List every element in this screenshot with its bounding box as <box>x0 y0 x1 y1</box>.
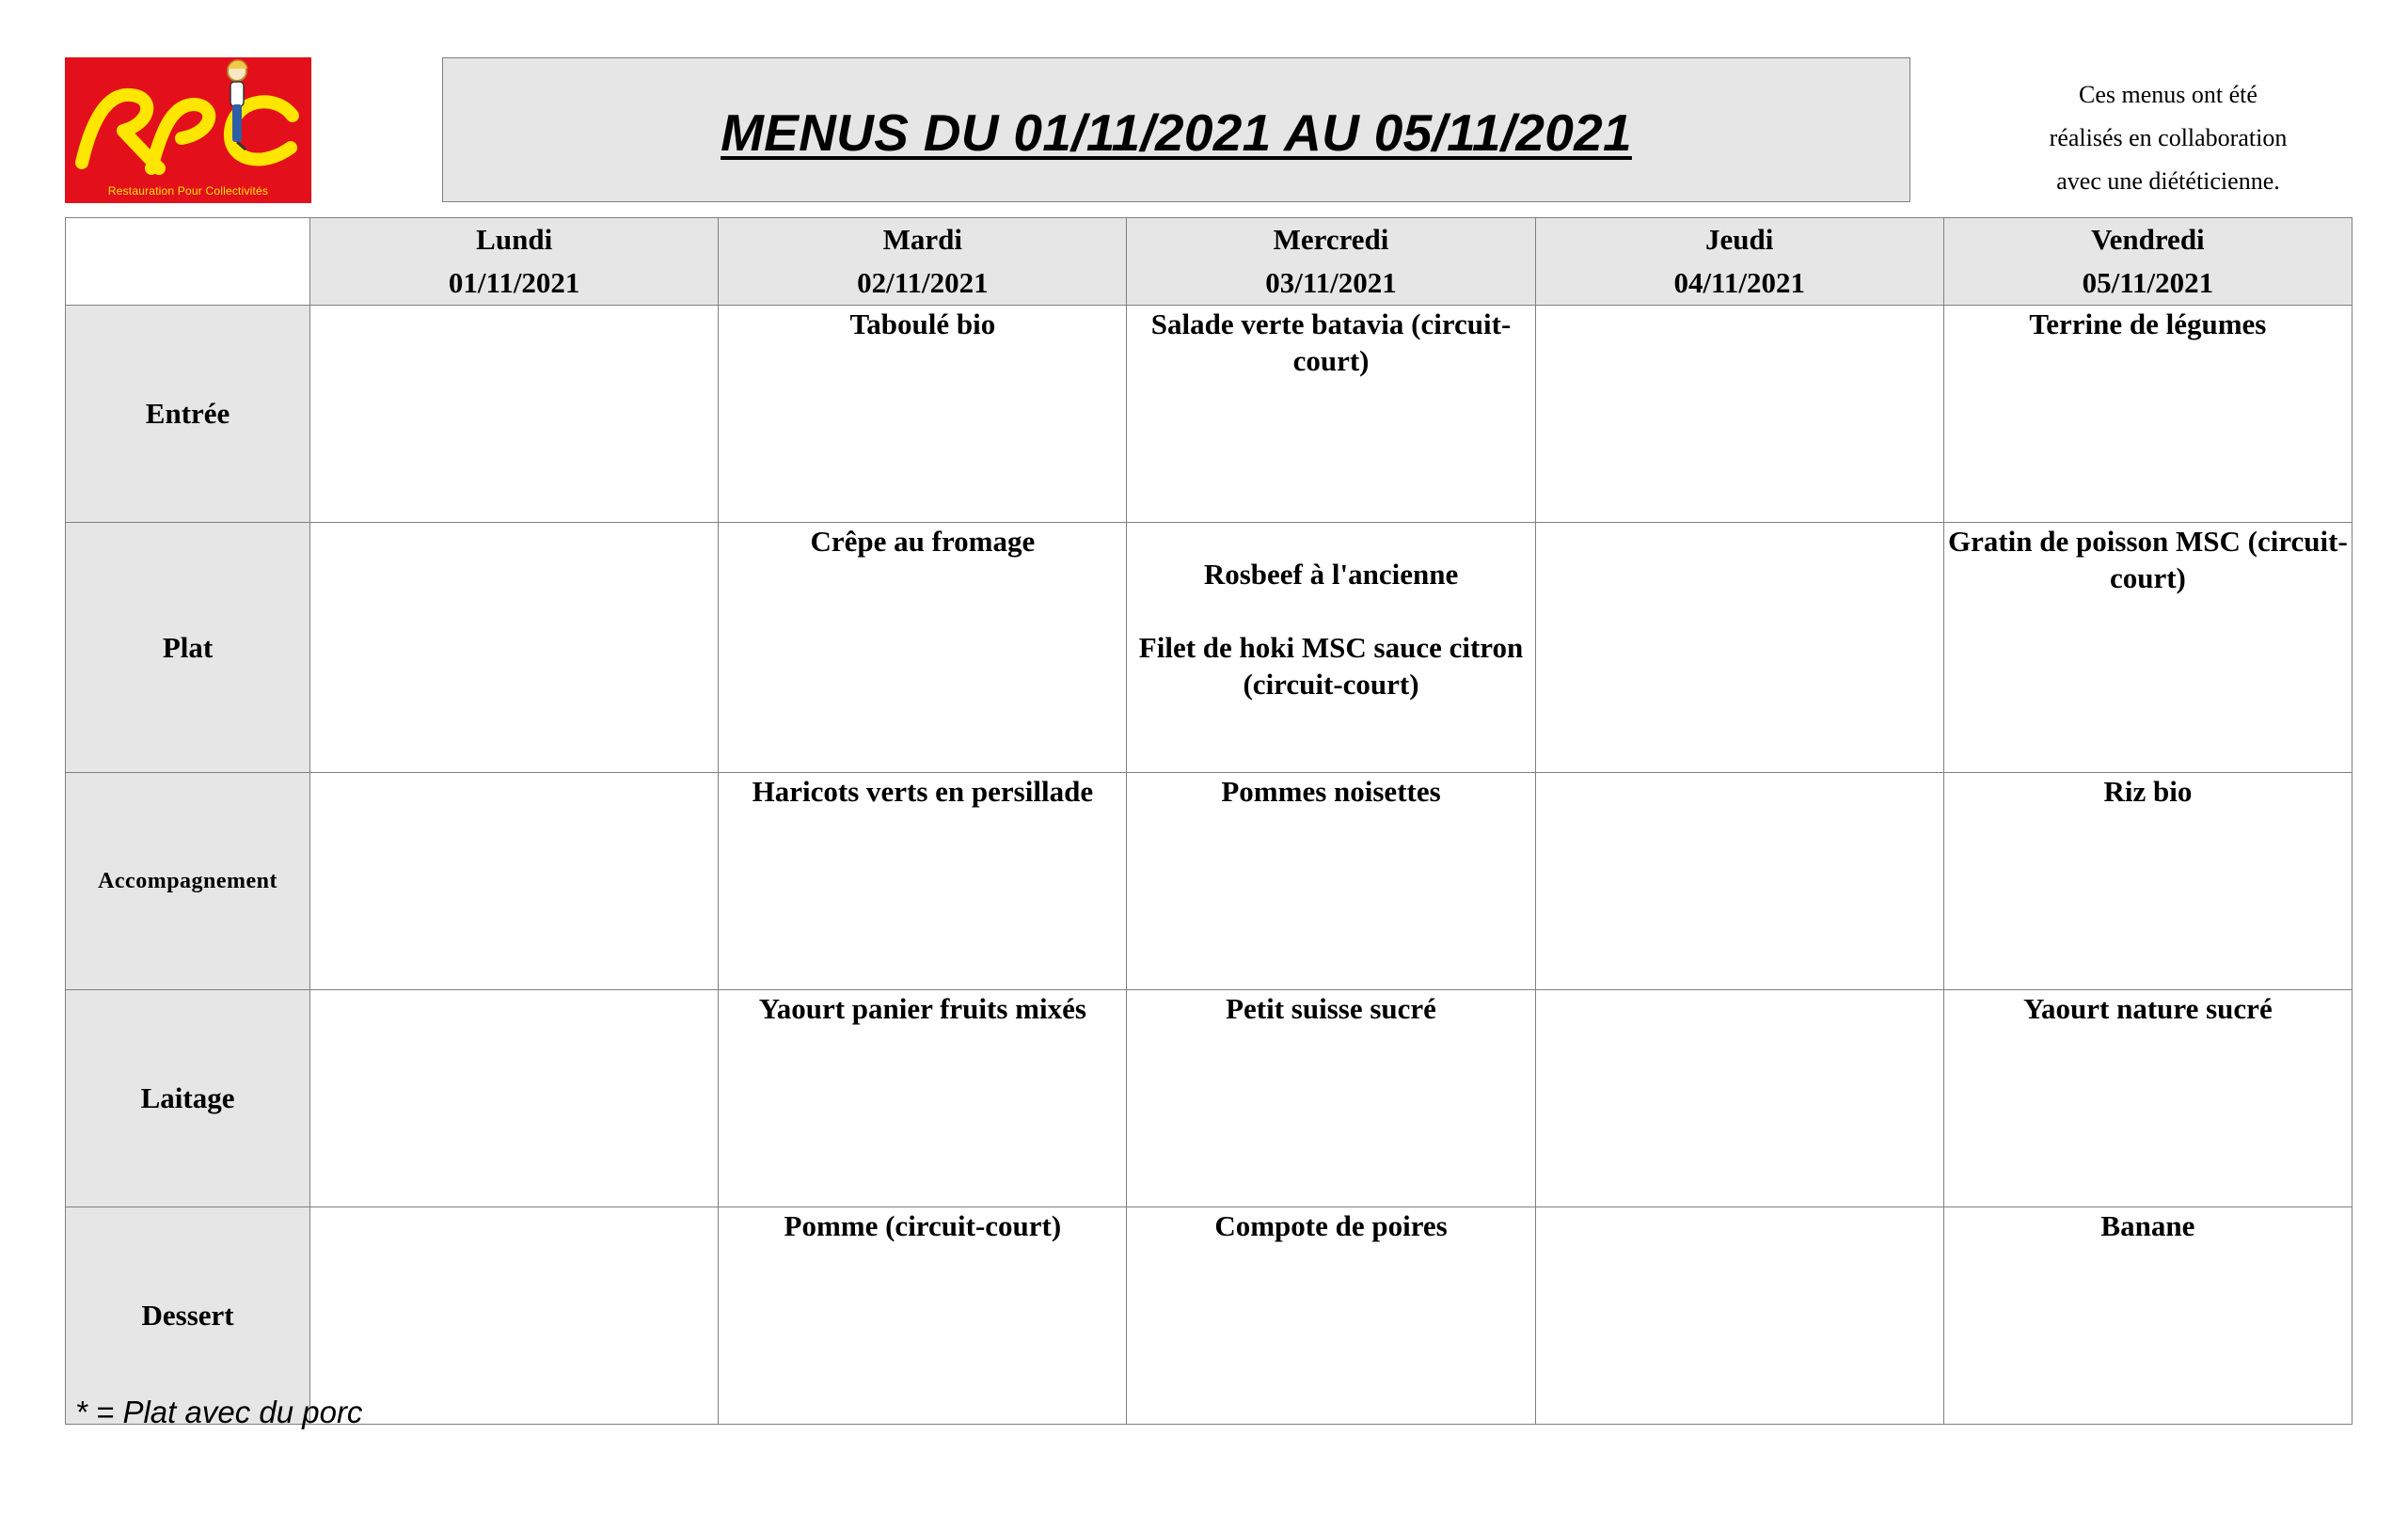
note-line: avec une diététicienne. <box>2056 167 2280 195</box>
menu-cell-with-alternative <box>1127 523 1535 773</box>
logo-caption: Restauration Pour Collectivités <box>107 184 269 197</box>
day-date: 02/11/2021 <box>857 266 989 299</box>
course-row-plat <box>66 523 2353 773</box>
course-row-laitage <box>66 990 2353 1207</box>
menu-cell: Banane <box>1943 1207 2352 1425</box>
day-name: Vendredi <box>2091 223 2205 256</box>
menu-cell: Yaourt panier fruits mixés <box>719 990 1127 1207</box>
course-label: Entrée <box>66 306 310 523</box>
main-dish: Rosbeef à l'ancienne <box>1203 558 1459 591</box>
course-label: Accompagnement <box>66 773 310 990</box>
menu-cell: Salade verte batavia (circuit-court) <box>1127 306 1535 523</box>
day-name: Mardi <box>882 223 963 256</box>
note-line: Ces menus ont été <box>2079 81 2258 108</box>
menu-cell <box>1535 990 1943 1207</box>
course-row-accompagnement <box>66 773 2353 990</box>
menu-cell <box>310 306 719 523</box>
day-header-mercredi <box>1127 218 1535 306</box>
menu-cell <box>310 523 719 773</box>
day-header-row <box>66 218 2353 306</box>
menu-cell <box>310 1207 719 1425</box>
menu-cell: Haricots verts en persillade <box>719 773 1127 990</box>
alternative-dish: Filet de hoki MSC sauce citron (circuit-court) <box>1138 631 1524 701</box>
course-row-entree <box>66 306 2353 523</box>
menu-cell <box>1535 773 1943 990</box>
menu-cell <box>1535 306 1943 523</box>
pork-footnote: * = Plat avec du porc <box>75 1395 363 1429</box>
course-label: Plat <box>66 523 310 773</box>
course-row-dessert <box>66 1207 2353 1425</box>
menu-cell: Taboulé bio <box>719 306 1127 523</box>
menu-cell: Pomme (circuit-court) <box>719 1207 1127 1425</box>
menu-cell <box>1535 1207 1943 1425</box>
day-date: 01/11/2021 <box>448 266 580 299</box>
day-header-mardi <box>719 218 1127 306</box>
title-box <box>442 57 1910 202</box>
day-date: 03/11/2021 <box>1265 266 1397 299</box>
menu-cell <box>310 990 719 1207</box>
day-date: 04/11/2021 <box>1673 266 1805 299</box>
dietitian-note <box>1952 73 2384 203</box>
day-header-vendredi <box>1943 218 2352 306</box>
course-label: Laitage <box>66 990 310 1207</box>
menu-cell: Compote de poires <box>1127 1207 1535 1425</box>
menu-cell: Gratin de poisson MSC (circuit-court) <box>1943 523 2352 773</box>
day-name: Jeudi <box>1705 223 1774 256</box>
menu-cell: Pommes noisettes <box>1127 773 1535 990</box>
rpc-logo-graphic <box>65 57 311 203</box>
day-header-lundi <box>310 218 719 306</box>
menu-cell: Terrine de légumes <box>1943 306 2352 523</box>
menu-cell: Crêpe au fromage <box>719 523 1127 773</box>
rpc-logo <box>65 57 311 203</box>
menu-cell: Petit suisse sucré <box>1127 990 1535 1207</box>
corner-cell <box>66 218 310 306</box>
note-line: réalisés en collaboration <box>2049 124 2288 151</box>
menu-cell <box>310 773 719 990</box>
day-date: 05/11/2021 <box>2082 266 2214 299</box>
weekly-menu-table <box>65 217 2353 1425</box>
course-label: Dessert <box>66 1207 310 1425</box>
menu-cell: Riz bio <box>1943 773 2352 990</box>
menu-title: MENUS DU 01/11/2021 AU 05/11/2021 <box>721 103 1632 162</box>
menu-cell <box>1535 523 1943 773</box>
day-name: Mercredi <box>1273 223 1389 256</box>
menu-cell: Yaourt nature sucré <box>1943 990 2352 1207</box>
day-header-jeudi <box>1535 218 1943 306</box>
day-name: Lundi <box>476 223 553 256</box>
